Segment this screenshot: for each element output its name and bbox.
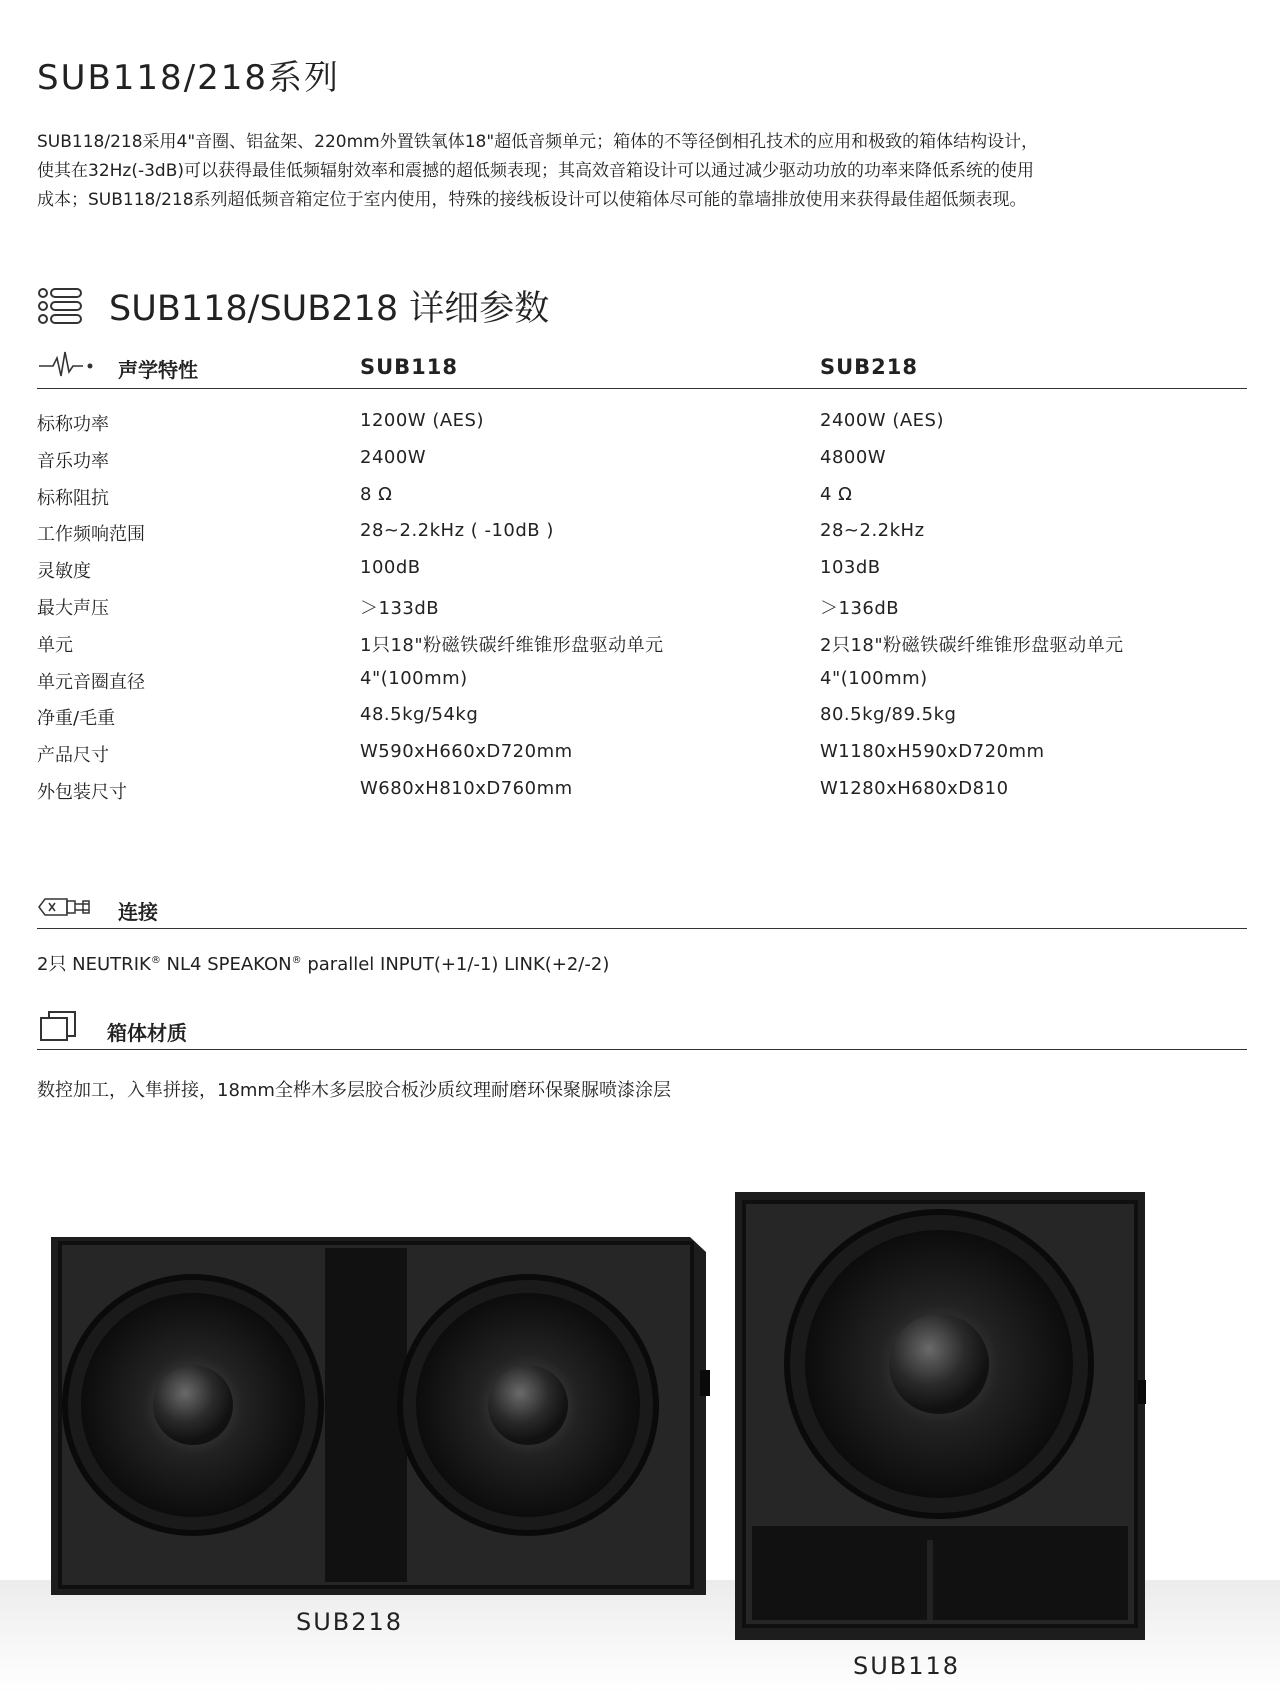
intro-line: 成本；SUB118/218系列超低频音箱定位于室内使用，特殊的接线板设计可以使箱体尽可能的靠墙排放使用来获得最佳超低频表现。: [37, 190, 1027, 210]
table-row: [37, 704, 1247, 741]
sub118-value: 48.5kg/54kg: [360, 704, 479, 726]
table-row: [37, 410, 1247, 447]
registered-mark: ®: [150, 955, 161, 966]
row-name: 音乐功率: [37, 450, 109, 472]
row-name: 净重/毛重: [37, 708, 116, 730]
sub118-cabinet: [735, 1192, 1146, 1640]
sub118-value: 1只18"粉磁铁碳纤维锥形盘驱动单元: [360, 634, 664, 656]
spec-table: [37, 410, 1247, 815]
row-name: 标称阻抗: [37, 487, 109, 509]
connection-text: [37, 950, 609, 976]
spec-heading-text: SUB118/SUB218 详细参数: [109, 289, 550, 329]
col-head-sub118: SUB118: [360, 355, 459, 379]
intro-line: SUB118/218采用4"音圈、铝盆架、220mm外置铁氧体18"超低音频单元；箱体的不等径倒相孔技术的应用和极致的箱体结构设计，: [37, 132, 1039, 152]
sub218-value: ＞136dB: [820, 597, 900, 619]
sub218-value: 80.5kg/89.5kg: [820, 704, 957, 726]
col-head-sub218: SUB218: [820, 355, 919, 379]
sub118-value: 8 Ω: [360, 483, 393, 505]
sub218-value: W1180xH590xD720mm: [820, 741, 1045, 763]
sub218-value: 2400W (AES): [820, 410, 944, 431]
caption-sub218: SUB218: [296, 1608, 404, 1636]
table-row: [37, 741, 1247, 778]
connection-label: 连接: [118, 900, 158, 924]
cabinet-icon: [37, 1010, 79, 1042]
sub218-value: 2只18"粉磁铁碳纤维锥形盘驱动单元: [820, 634, 1124, 656]
sub218-value: 28~2.2kHz: [820, 520, 925, 542]
table-row: [37, 594, 1247, 631]
sub118-value: 2400W: [360, 446, 427, 468]
table-row: [37, 557, 1247, 594]
material-label: 箱体材质: [107, 1021, 187, 1045]
acoustic-label: 声学特性: [118, 358, 198, 382]
sub118-value: W590xH660xD720mm: [360, 741, 573, 763]
row-name: 单元: [37, 634, 73, 656]
sub218-value: 4 Ω: [820, 483, 853, 505]
table-row: [37, 447, 1247, 484]
sub118-value: ＞133dB: [360, 597, 440, 619]
sub218-value: 4"(100mm): [820, 667, 928, 689]
sub118-value: 1200W (AES): [360, 410, 484, 431]
product-photo-area: [0, 1180, 1280, 1693]
table-row: [37, 631, 1247, 668]
spec-heading: [37, 286, 550, 329]
row-name: 工作频响范围: [37, 524, 145, 546]
sub118-value: W680xH810xD760mm: [360, 777, 573, 799]
table-row: [37, 668, 1247, 705]
sub218-cabinet: [51, 1237, 710, 1595]
page-title: SUB118/218系列: [37, 58, 341, 98]
waveform-icon: [37, 348, 95, 380]
row-name: 外包装尺寸: [37, 781, 127, 803]
row-name: 单元音圈直径: [37, 671, 145, 693]
sub218-value: 4800W: [820, 446, 887, 468]
sub118-value: 4"(100mm): [360, 667, 468, 689]
material-text: 数控加工，入隼拼接，18mm全桦木多层胶合板沙质纹理耐磨环保聚脲喷漆涂层: [37, 1080, 671, 1101]
connection-section-header: [37, 886, 1247, 929]
intro-line: 使其在32Hz(-3dB)可以获得最佳低频辐射效率和震撼的超低频表现；其高效音箱设计可以通过减少驱动功放的功率来降低系统的使用: [37, 161, 1035, 181]
connection-text-part: 2只 NEUTRIK: [37, 954, 151, 975]
sub118-value: 28~2.2kHz ( -10dB ): [360, 520, 554, 542]
table-row: [37, 484, 1247, 521]
row-name: 标称功率: [37, 414, 109, 435]
caption-sub118: SUB118: [853, 1652, 961, 1680]
table-row: [37, 778, 1247, 815]
sub118-value: 100dB: [360, 557, 421, 579]
connection-text-part: NL4 SPEAKON: [160, 954, 292, 975]
table-row: [37, 520, 1247, 557]
product-photo: [0, 1180, 1280, 1693]
row-name: 灵敏度: [37, 561, 91, 583]
material-section-header: [37, 1005, 1247, 1050]
connector-icon: [37, 896, 91, 918]
sub218-value: W1280xH680xD810: [820, 777, 1009, 799]
row-name: 最大声压: [37, 597, 109, 619]
list-icon: [37, 287, 83, 325]
registered-mark: ®: [291, 955, 302, 966]
intro-paragraph: [37, 128, 1217, 215]
acoustic-section-header: [37, 340, 1247, 389]
connection-text-part: parallel INPUT(+1/-1) LINK(+2/-2): [301, 954, 610, 975]
row-name: 产品尺寸: [37, 745, 109, 767]
sub218-value: 103dB: [820, 557, 881, 579]
